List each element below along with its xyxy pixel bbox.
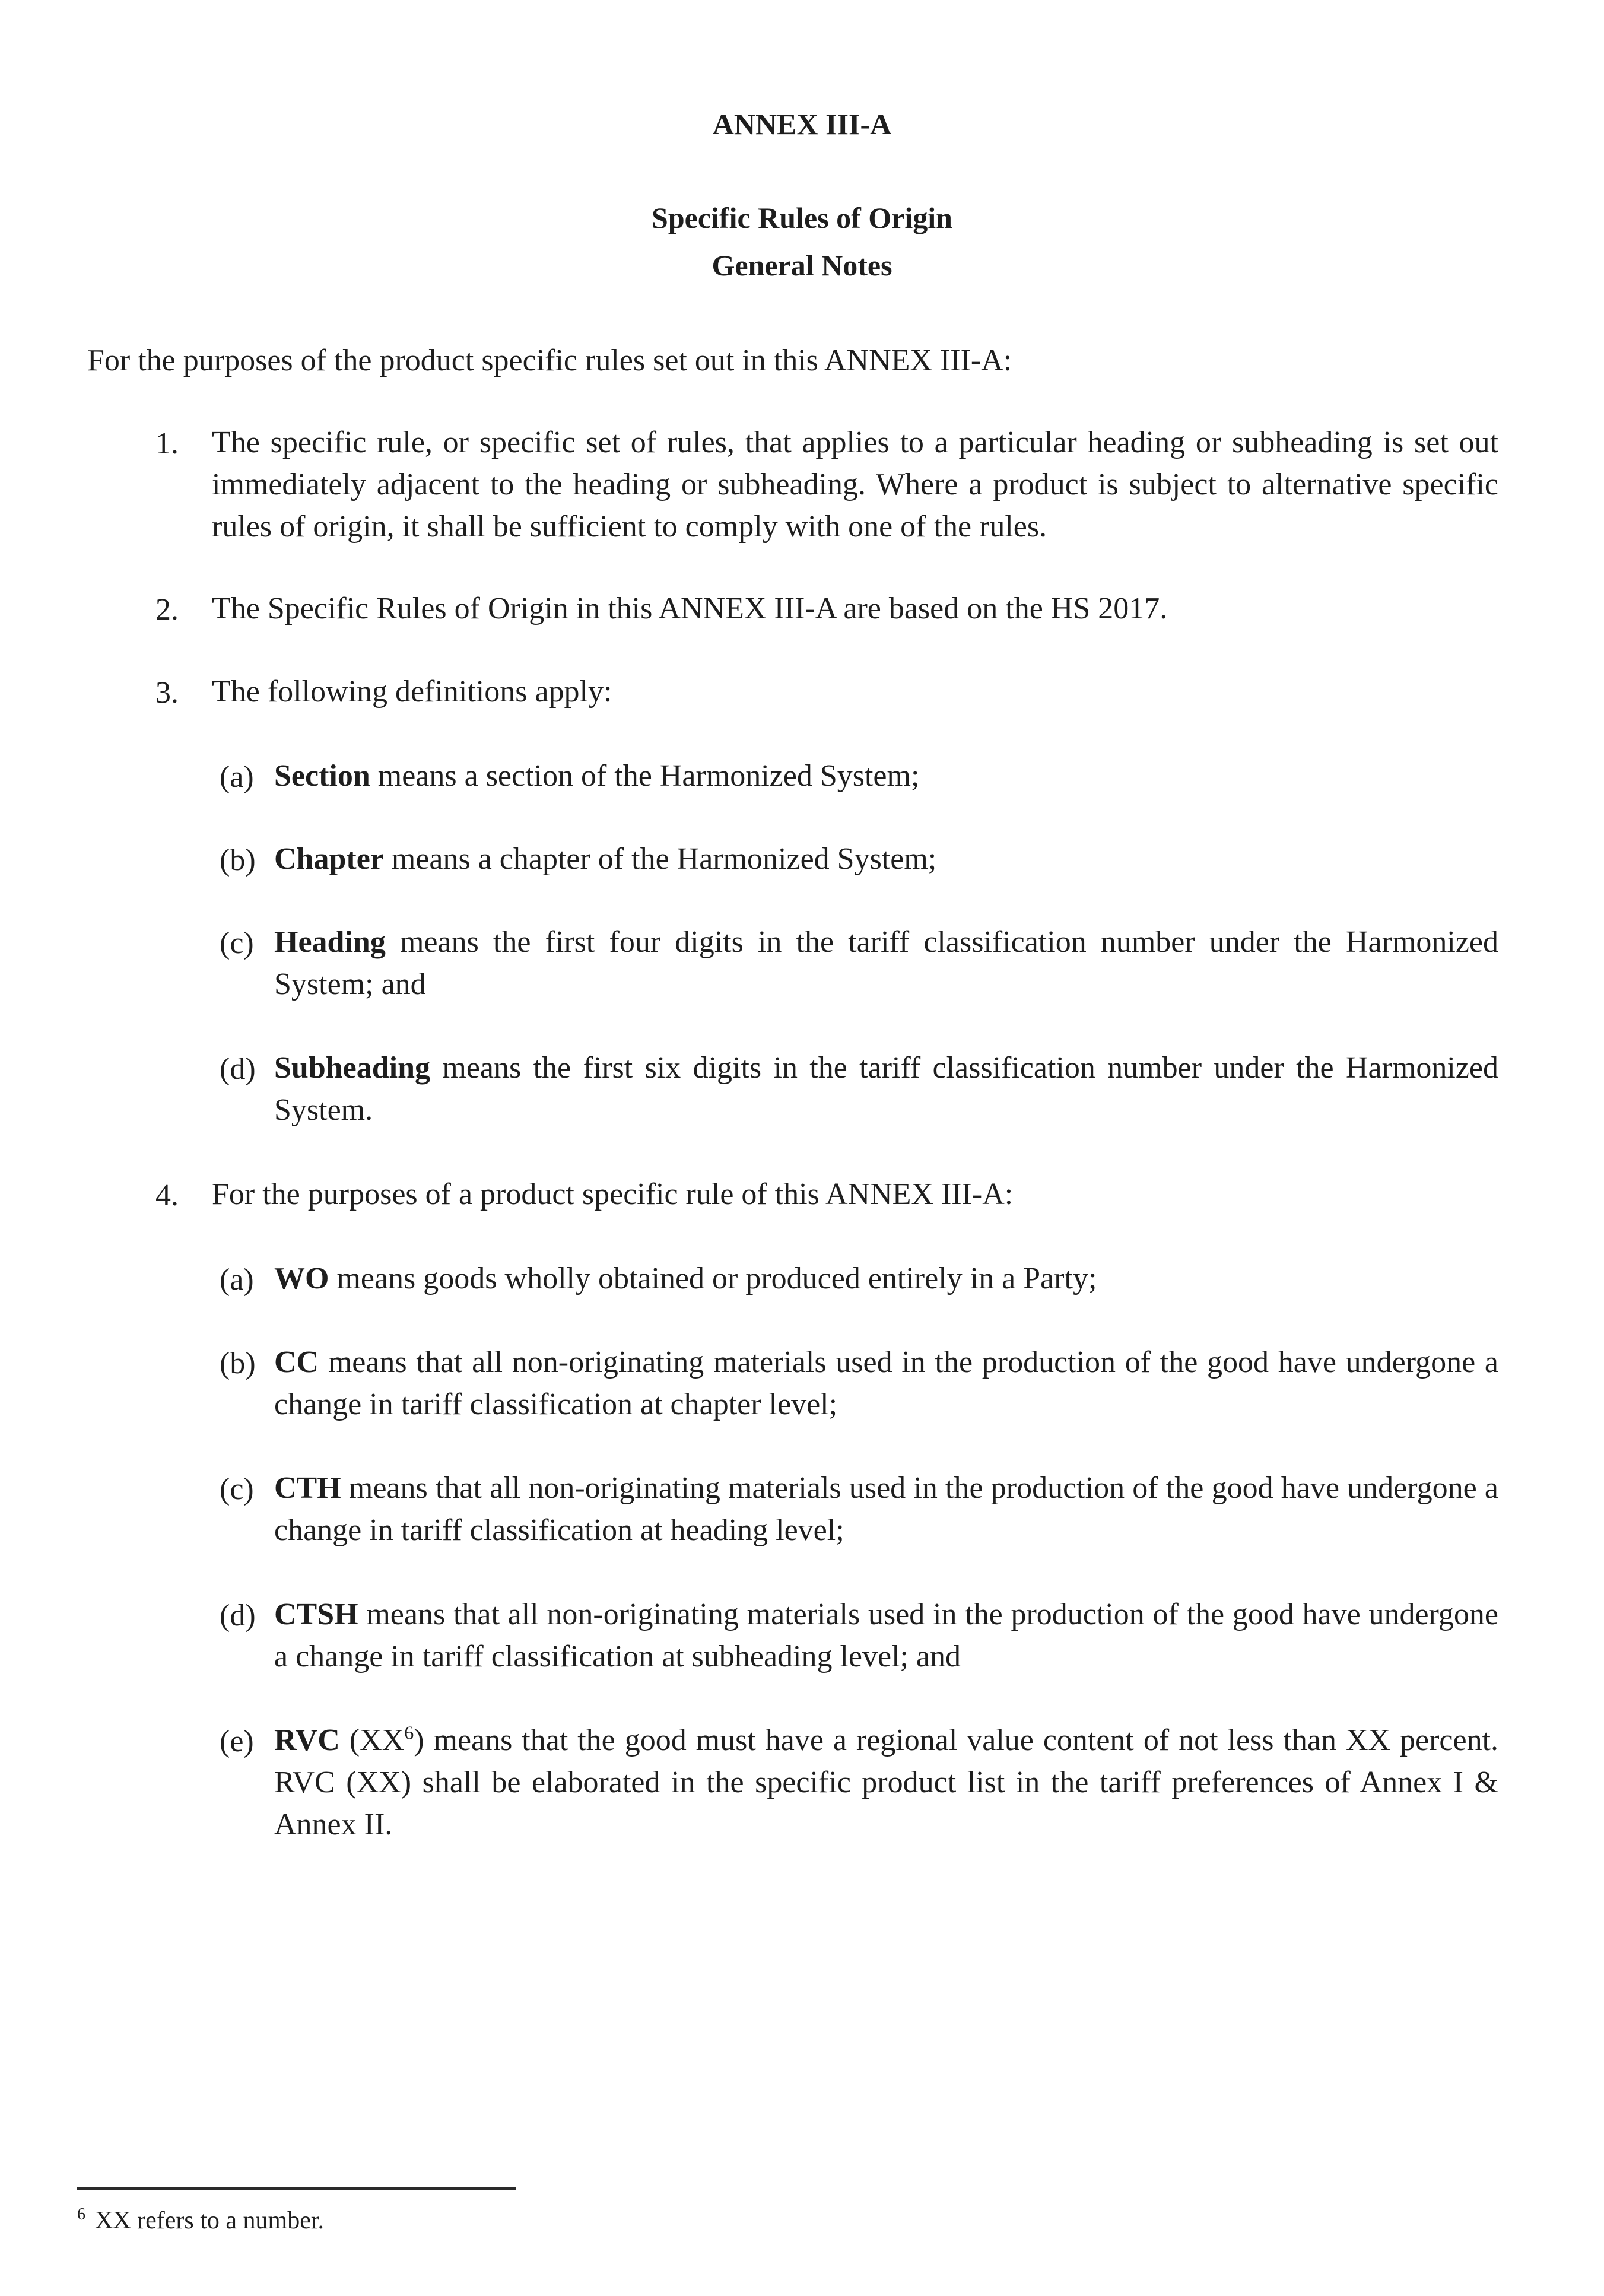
definition-item xyxy=(274,1257,1498,1300)
definition-item xyxy=(274,1341,1498,1425)
item-number: 3. xyxy=(155,676,179,710)
definition-label: (d) xyxy=(220,1599,256,1633)
item-text: The specific rule, or specific set of rules, that applies to a particular heading or subheading is set out immediately adjacent to the heading or subheading. Where a product is subject to alternative specific rules of origin, it shall be sufficient to comply with one of the rules. xyxy=(212,425,1498,544)
document-subtitle: General Notes xyxy=(712,249,892,282)
definition-term: WO xyxy=(274,1262,329,1295)
definition-label: (b) xyxy=(220,1347,256,1380)
definition-term: Section xyxy=(274,759,370,793)
item-number: 2. xyxy=(155,593,179,627)
definition-label: (e) xyxy=(220,1725,254,1758)
footnote-text: XX refers to a number. xyxy=(95,2207,325,2234)
definition-text-pre: (XX xyxy=(339,1723,405,1757)
definition-label: (c) xyxy=(220,1472,254,1506)
definition-label: (c) xyxy=(220,926,254,960)
item-text: The following definitions apply: xyxy=(212,675,612,709)
definition-term: CTSH xyxy=(274,1598,358,1631)
definition-term: Subheading xyxy=(274,1051,431,1085)
definition-label: (d) xyxy=(220,1052,256,1086)
definition-text: ) means that the good must have a regional value content of not less than XX percent. RVC (XX) shall be elaborated in the specific product list in the tariff preferences of Annex I & Annex II. xyxy=(274,1723,1499,1841)
footnote-reference: 6 xyxy=(404,1722,414,1744)
definition-text: means the first four digits in the tariff classification number under the Harmonized System; and xyxy=(274,925,1498,1001)
definition-text: means goods wholly obtained or produced entirely in a Party; xyxy=(329,1262,1097,1295)
definition-term: RVC xyxy=(274,1723,340,1757)
item-number: 1. xyxy=(155,427,179,461)
definition-label: (a) xyxy=(220,1263,254,1297)
definition-item xyxy=(274,1719,1498,1846)
definition-term: Chapter xyxy=(274,842,384,876)
definition-item xyxy=(274,1467,1498,1551)
item-number: 4. xyxy=(155,1179,179,1212)
definition-term: CTH xyxy=(274,1471,341,1505)
definition-item xyxy=(274,755,1498,797)
item-text: For the purposes of a product specific rule of this ANNEX III-A: xyxy=(212,1177,1014,1211)
definition-text: means that all non-originating materials used in the production of the good have undergone a change in tariff classification at heading level; xyxy=(274,1471,1498,1547)
definition-term: Heading xyxy=(274,925,386,959)
definition-text: means the first six digits in the tariff classification number under the Harmonized System. xyxy=(274,1051,1498,1127)
intro-paragraph: For the purposes of the product specific rules set out in this ANNEX III-A: xyxy=(87,344,1012,377)
definition-item xyxy=(274,838,1498,880)
document-title: Specific Rules of Origin xyxy=(652,201,952,234)
footnote xyxy=(77,2206,324,2235)
definition-item xyxy=(274,1047,1498,1131)
footnote-number: 6 xyxy=(77,2205,85,2224)
item-text: The Specific Rules of Origin in this ANNEX III-A are based on the HS 2017. xyxy=(212,592,1168,625)
definition-item xyxy=(274,921,1498,1005)
definition-text: means a chapter of the Harmonized System; xyxy=(383,842,937,876)
definition-text: means that all non-originating materials used in the production of the good have undergone a change in tariff classification at subheading level; and xyxy=(274,1598,1498,1673)
definition-term: CC xyxy=(274,1345,319,1379)
annex-heading: ANNEX III-A xyxy=(712,107,892,141)
definition-label: (a) xyxy=(220,760,254,794)
footnote-separator xyxy=(77,2187,516,2190)
definition-text: means a section of the Harmonized System; xyxy=(370,759,920,793)
definition-item xyxy=(274,1593,1498,1678)
definition-label: (b) xyxy=(220,843,256,877)
definition-text: means that all non-originating materials used in the production of the good have undergone a change in tariff classification at chapter level; xyxy=(274,1345,1498,1421)
